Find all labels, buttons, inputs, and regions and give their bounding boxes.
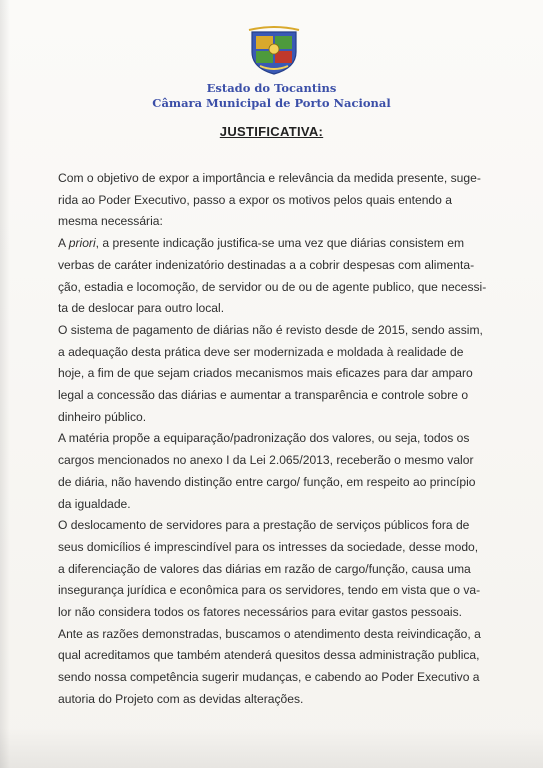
body-line: hoje, a fim de que sejam criados mecanismos mais eficazes para dar amparo: [58, 366, 473, 381]
body-line: sendo nossa competência sugerir mudanças, e cabendo ao Poder Executivo a: [58, 670, 480, 685]
document-title: JUSTIFICATIVA:: [219, 124, 324, 139]
body-line: a adequação desta prática deve ser modernizada e moldada à realidade de: [58, 344, 464, 359]
body-line: ta de deslocar para outro local.: [58, 301, 225, 316]
page-bottom-shade: [0, 728, 543, 768]
body-line: Ante as razões demonstradas, buscamos o atendimento desta reivindicação, a: [58, 626, 481, 641]
body-line: O sistema de pagamento de diárias não é revisto desde de 2015, sendo assim,: [58, 322, 483, 337]
body-line: lor não considera todos os fatores necessários para evitar gastos pessoais.: [58, 605, 463, 620]
body-line: mesma necessária:: [58, 214, 163, 229]
body-line: da igualdade.: [58, 496, 131, 511]
body-line: de diária, não havendo distinção entre cargo/ função, em respeito ao princípio: [58, 474, 476, 489]
body-line: Com o objetivo de expor a importância e relevância da medida presente, suge-: [58, 171, 481, 185]
body-line: seus domicílios é imprescindível para os intresses da sociedade, desse modo,: [58, 539, 479, 554]
body-line: dinheiro público.: [58, 409, 147, 424]
body-line: ção, estadia e locomoção, de servidor ou de ou de agente publico, que necessi-: [58, 279, 487, 294]
body-line-priori: [58, 233, 498, 255]
body-line: A matéria propõe a equiparação/padronização dos valores, ou seja, todos os: [58, 431, 470, 446]
municipal-seal-icon: [248, 26, 300, 76]
body-line: O deslocamento de servidores para a prestação de serviços públicos fora de: [58, 518, 470, 533]
body-line: qual acreditamos que também atenderá quesitos dessa administração publica,: [58, 648, 480, 663]
body-line: verbas de caráter indenizatório destinadas a a cobrir despesas com alimenta-: [58, 257, 475, 272]
header-state: Estado do Tocantins: [206, 81, 337, 95]
priori-italic: priori: [68, 236, 96, 251]
page-edge-shadow: [0, 0, 10, 768]
body-line: insegurança jurídica e econômica para os servidores, tendo em vista que o va-: [58, 583, 481, 598]
header-chamber: Câmara Municipal de Porto Nacional: [152, 96, 391, 110]
body-line: rida ao Poder Executivo, passo a expor os motivos pelos quais entendo a: [58, 192, 452, 207]
priori-rest: , a presente indicação justifica-se uma vez que diárias consistem em: [95, 236, 465, 251]
document-body: [58, 168, 498, 711]
body-line: cargos mencionados no anexo I da Lei 2.065/2013, receberão o mesmo valor: [58, 453, 474, 468]
body-line: autoria do Projeto com as devidas alterações.: [58, 691, 304, 706]
priori-prefix: A: [58, 236, 69, 251]
body-line: a diferenciação de valores das diárias em razão de cargo/função, causa uma: [58, 561, 471, 576]
body-line: legal a concessão das diárias e aumentar a transparência e controle sobre o: [58, 388, 469, 403]
